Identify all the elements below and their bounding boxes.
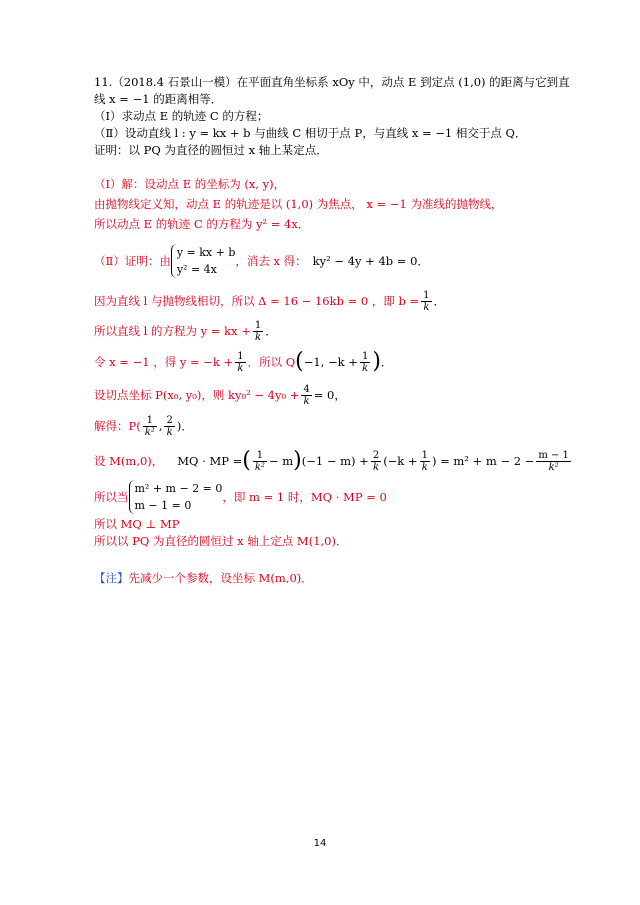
note-text: 先减少一个参数，设坐标 M(m,0)． [128,571,313,585]
problem-line-2: 线 x = −1 的距离相等． [94,92,223,106]
conclusion-block [94,516,574,550]
elimination-label: ，消去 x 得： [235,253,307,268]
sol2-intro: （Ⅱ）证明：由 [94,253,171,268]
condition-line [94,480,574,514]
dot-product-line: 设 M(m,0)， MQ · MP = ( $\frac{1}{\text{k²}}$ − m ) (−1 − m) + $\frac{2}{k}$ (−k + $\frac{1}{k}$ ) = m² + m − 2 − $\frac{m - 1}{\text{k²}}$ [94,448,569,473]
problem-part-1: （Ⅰ）求动点 E 的轨迹 C 的方程； [94,109,269,123]
problem-prove: 证明：以 PQ 为直径的圆恒过 x 轴上某定点． [94,143,328,157]
sol1-line-3: 所以动点 E 的轨迹 C 的方程为 y² = 4x． [94,217,310,231]
note-tag: 【注】 [94,571,129,585]
sol2-system-line [94,244,574,278]
point-q-line: 令 x = −1 ，得 y = −k + $\frac{1}{k}$ ．所以 Q ( −1, −k + $\frac{1}{k}$ ) ． [94,349,393,374]
let-text: 令 x = −1 ，得 y = −k + [94,354,234,369]
then-text: ，即 m = 1 时，MQ · MP = 0 [222,489,387,504]
solve-text: 解得：P( [94,418,141,433]
conclusion-text: 所以以 PQ 为直径的圆恒过 x 轴上定点 M(1,0)． [94,534,348,548]
q-coordinate: −1, −k + [303,354,358,369]
sol1-line-1: （Ⅰ）解：设动点 E 的坐标为 (x, y)， [94,177,286,191]
solve-p-line: 解得：P( $\frac{1}{\text{k²}}$ , $\frac{2}{k}$ )． [94,414,193,438]
page-number: 14 [313,838,327,849]
problem-line-1: 11.（2018.4 石景山一模）在平面直角坐标系 xOy 中，动点 E 到定点 (1,0) 的距离与它到直 [94,75,570,89]
dot-product-label: MQ · MP = [177,453,243,468]
fraction-one-over-k: $\frac{1}{k}$ [423,289,430,313]
solution-part-1 [94,174,574,234]
tangent-condition-line: 因为直线 l 与抛物线相切，所以 Δ = 16 − 16kb = 0 ，即 b = $\frac{1}{k}$ ． [94,289,446,313]
line-eq-text: 所以直线 l 的方程为 y = kx + [94,323,251,338]
solution-part-2 [94,244,574,278]
equation-system [171,244,236,278]
tangent-text: 因为直线 l 与抛物线相切，所以 Δ = 16 − 16kb = 0 ，即 b = [94,293,420,308]
perpendicular-text: 所以 MQ ⊥ MP [94,517,180,531]
fraction-one-over-k-2: $\frac{1}{k}$ [254,319,262,343]
so-q-text: ．所以 Q [247,354,296,369]
tangent-point-text: 设切点坐标 P(x₀, y₀)，则 ky₀² − 4y₀ + [94,387,300,402]
sol1-line-2: 由抛物线定义知，动点 E 的轨迹是以 (1,0) 为焦点， x = −1 为准线的抛物线， [94,197,503,211]
system-eq-a: y = kx + b [176,246,236,259]
condition-system: m² + m − 2 = 0 m − 1 = 0 [129,480,223,514]
problem-part-2: （Ⅱ）设动直线 l : y = kx + b 与曲线 C 相切于点 P，与直线 x = −1 相交于点 Q． [94,126,527,140]
so-when-text: 所以当 [94,489,129,504]
elimination-equation: ky² − 4y + 4b = 0． [312,253,429,268]
system-eq-b: y² = 4x [176,263,217,276]
tangent-point-line: 设切点坐标 P(x₀, y₀)，则 ky₀² − 4y₀ + $\frac{4}{k}$ = 0， [94,383,346,407]
problem-statement [94,74,574,159]
set-m-text: 设 M(m,0)， [94,453,164,468]
line-equation: 所以直线 l 的方程为 y = kx + $\frac{1}{k}$ ． [94,319,277,343]
note-block [94,570,574,587]
